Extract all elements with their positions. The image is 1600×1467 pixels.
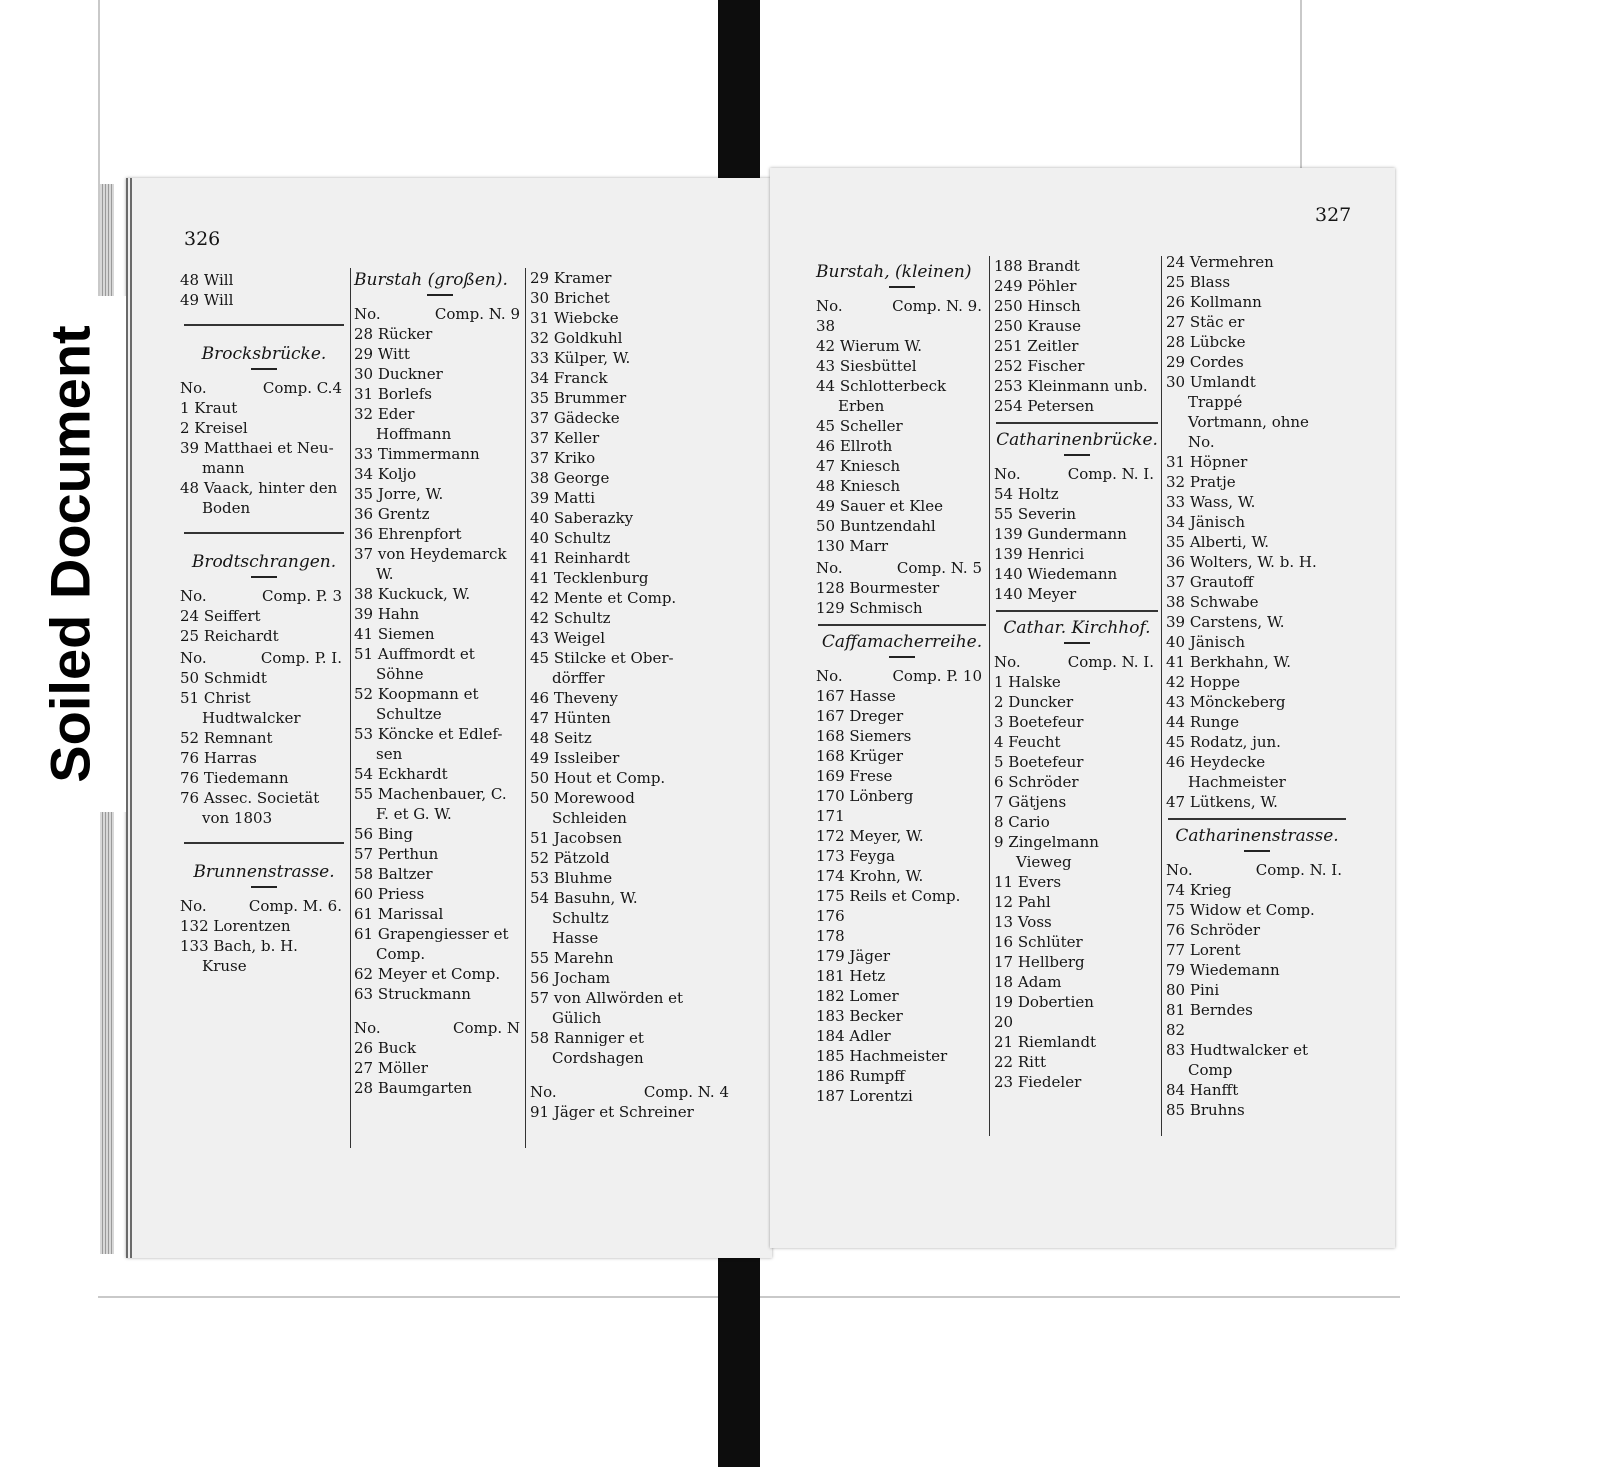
list-item: 42 Hoppe — [1166, 673, 1241, 691]
comp-line — [180, 586, 348, 606]
list-item: 56 Bing — [354, 825, 413, 843]
list-item: 184 Adler — [816, 1027, 891, 1045]
list-item: 50 Morewood — [530, 789, 635, 807]
list-item: 79 Wiedemann — [1166, 961, 1280, 979]
section-brunnenstrasse — [180, 862, 348, 976]
list-item: 33 Timmermann — [354, 445, 480, 463]
list-item: 58 Baltzer — [354, 865, 433, 883]
list-item: Schultz — [552, 909, 609, 927]
top-entries — [180, 270, 348, 310]
list-item: 50 Hout et Comp. — [530, 769, 666, 787]
comp-label: Comp. C.4 — [262, 379, 342, 397]
street-heading: Catharinenbrücke. — [996, 430, 1158, 450]
entry-list — [994, 484, 1160, 604]
list-item: 40 Schultz — [530, 529, 611, 547]
column-divider — [1161, 256, 1162, 1136]
list-item: 58 Ranniger et — [530, 1029, 644, 1047]
list-item: 37 Kriko — [530, 449, 596, 467]
section-brocksbruecke — [180, 344, 348, 518]
comp-line — [180, 896, 348, 916]
comp-line: No. Comp. N. I. — [994, 653, 1154, 671]
list-item: Boden — [202, 499, 251, 517]
list-item: 1 Halske — [994, 673, 1061, 691]
list-item: 252 Fischer — [994, 357, 1085, 375]
column-divider — [989, 256, 990, 1136]
right-col-3 — [1166, 252, 1348, 1120]
list-item: 63 Struckmann — [354, 985, 471, 1003]
heading-dash — [1064, 454, 1090, 456]
entry-list — [1166, 880, 1348, 1120]
spine-bottom-band — [718, 1248, 760, 1467]
entry-list — [530, 268, 735, 1068]
list-item: 36 Wolters, W. b. H. — [1166, 553, 1317, 571]
list-item: 21 Riemlandt — [994, 1033, 1097, 1051]
list-item: 37 Keller — [530, 429, 600, 447]
rule — [1168, 818, 1346, 820]
section-brodtschrangen — [180, 552, 348, 828]
street-heading: Brodtschrangen. — [191, 552, 337, 572]
list-item: 55 Marehn — [530, 949, 614, 967]
street-heading: Brunnenstrasse. — [193, 862, 335, 882]
list-item: 7 Gätjens — [994, 793, 1067, 811]
list-item: 57 Perthun — [354, 845, 439, 863]
page-number-left: 326 — [184, 228, 221, 250]
list-item: 40 Saberazky — [530, 509, 634, 527]
list-item: 250 Hinsch — [994, 297, 1081, 315]
list-item: 42 Schultz — [530, 609, 611, 627]
list-item: 249 Pöhler — [994, 277, 1077, 295]
list-item: 25 Blass — [1166, 273, 1231, 291]
list-item: 168 Krüger — [816, 747, 904, 765]
list-item: 56 Jocham — [530, 969, 611, 987]
list-item: 35 Brummer — [530, 389, 627, 407]
list-item: 32 Goldkuhl — [530, 329, 623, 347]
list-item: 30 Duckner — [354, 365, 443, 383]
frame-line-right — [1300, 0, 1302, 170]
list-item: 129 Schmisch — [816, 599, 923, 617]
list-item: 28 Rücker — [354, 325, 433, 343]
list-item: 174 Krohn, W. — [816, 867, 924, 885]
comp-line: No. Comp. N. 4 — [530, 1083, 729, 1101]
list-item: 51 Auffmordt et — [354, 645, 475, 663]
list-item: 42 Mente et Comp. — [530, 589, 677, 607]
list-item: 28 Lübcke — [1166, 333, 1246, 351]
right-page — [770, 168, 1395, 1248]
list-item: 29 Cordes — [1166, 353, 1244, 371]
list-item: No. — [1188, 433, 1215, 451]
list-item: 50 Buntzendahl — [816, 517, 936, 535]
list-item: 53 Köncke et Edlef- — [354, 725, 503, 743]
list-item: 39 Matti — [530, 489, 596, 507]
list-item: 47 Kniesch — [816, 457, 901, 475]
list-item: 52 Pätzold — [530, 849, 610, 867]
list-item: 49 Will — [180, 291, 234, 309]
list-item: Kruse — [202, 957, 247, 975]
street-heading: Burstah, (kleinen) — [816, 262, 972, 282]
list-item: 34 Franck — [530, 369, 608, 387]
list-item: 41 Berkhahn, W. — [1166, 653, 1292, 671]
list-item: 30 Umlandt — [1166, 373, 1256, 391]
list-item: 38 Schwabe — [1166, 593, 1259, 611]
entry-list — [354, 1038, 526, 1098]
entry-list — [180, 398, 348, 518]
list-item: 51 Jacobsen — [530, 829, 623, 847]
heading-dash — [251, 886, 277, 888]
rule — [184, 532, 344, 534]
list-item: 45 Stilcke et Ober- — [530, 649, 674, 667]
comp-line: No. Comp. N. I. — [994, 465, 1154, 483]
gap — [354, 1004, 526, 1016]
street-heading: Caffamacherreihe. — [821, 632, 983, 652]
list-item: 34 Jänisch — [1166, 513, 1246, 531]
list-item: 84 Hanfft — [1166, 1081, 1239, 1099]
list-item: 81 Berndes — [1166, 1001, 1253, 1019]
comp-line — [180, 378, 348, 398]
list-item: W. — [376, 565, 394, 583]
list-item: 183 Becker — [816, 1007, 903, 1025]
list-item: 2 Kreisel — [180, 419, 248, 437]
list-item: 26 Kollmann — [1166, 293, 1262, 311]
soiled-document-label — [14, 296, 126, 812]
right-col-2 — [994, 256, 1160, 1092]
list-item: 17 Hellberg — [994, 953, 1085, 971]
gap — [530, 1068, 735, 1080]
list-item: 27 Stäc er — [1166, 313, 1245, 331]
list-item: 36 Grentz — [354, 505, 430, 523]
list-item: Hasse — [552, 929, 599, 947]
list-item: 167 Dreger — [816, 707, 904, 725]
soiled-document-text: Soiled Document — [38, 325, 102, 783]
entry-list — [816, 686, 988, 1106]
street-heading: Burstah (großen). — [354, 270, 508, 290]
entry-list — [994, 672, 1160, 1092]
list-item: 170 Lönberg — [816, 787, 914, 805]
list-item: 48 Vaack, hinter den — [180, 479, 338, 497]
list-item: 29 Witt — [354, 345, 410, 363]
comp-line: No. Comp. P. 10 — [816, 667, 982, 685]
list-item: 32 Pratje — [1166, 473, 1236, 491]
list-item: 57 von Allwörden et — [530, 989, 684, 1007]
rule — [184, 324, 344, 326]
list-item: Erben — [838, 397, 885, 415]
entry-list — [816, 578, 988, 618]
list-item: 45 Rodatz, jun. — [1166, 733, 1281, 751]
list-item: 54 Eckhardt — [354, 765, 448, 783]
spine-top-band — [718, 0, 760, 185]
comp-no: No. — [180, 379, 207, 397]
list-item: 49 Issleiber — [530, 749, 620, 767]
column-divider — [350, 268, 351, 1148]
list-item: 45 Scheller — [816, 417, 903, 435]
list-item: 251 Zeitler — [994, 337, 1079, 355]
list-item: 31 Höpner — [1166, 453, 1248, 471]
rule — [184, 842, 344, 844]
list-item: Vieweg — [1016, 853, 1072, 871]
list-item: 35 Jorre, W. — [354, 485, 444, 503]
list-item: 61 Grapengiesser et — [354, 925, 509, 943]
comp-line: No. Comp. N. 5 — [816, 559, 982, 577]
entry-list — [354, 324, 526, 1004]
list-item: 168 Siemers — [816, 727, 912, 745]
list-item: 76 Tiedemann — [180, 769, 289, 787]
list-item: 51 Christ — [180, 689, 251, 707]
page-number-right: 327 — [1315, 204, 1352, 226]
list-item: 27 Möller — [354, 1059, 428, 1077]
entry-list — [1166, 252, 1348, 812]
list-item: 60 Priess — [354, 885, 425, 903]
list-item: 43 Mönckeberg — [1166, 693, 1286, 711]
list-item: 76 Schröder — [1166, 921, 1261, 939]
list-item: 42 Wierum W. — [816, 337, 923, 355]
list-item: 175 Reils et Comp. — [816, 887, 961, 905]
list-item: 188 Brandt — [994, 257, 1080, 275]
list-item: 38 George — [530, 469, 610, 487]
list-item: 48 Seitz — [530, 729, 592, 747]
entry-list — [530, 1102, 735, 1122]
comp-label: Comp. P. 3 — [261, 587, 342, 605]
list-item: 83 Hudtwalcker et — [1166, 1041, 1309, 1059]
list-item: 52 Remnant — [180, 729, 273, 747]
heading-dash — [1064, 642, 1090, 644]
list-item: 44 Schlotterbeck — [816, 377, 947, 395]
list-item: dörffer — [552, 669, 605, 687]
list-item: 253 Kleinmann unb. — [994, 377, 1148, 395]
list-item: Schultze — [376, 705, 442, 723]
list-item: 8 Cario — [994, 813, 1050, 831]
street-heading: Cathar. Kirchhof. — [1003, 618, 1151, 638]
list-item: 32 Eder — [354, 405, 415, 423]
list-item: Schleiden — [552, 809, 627, 827]
list-item: 172 Meyer, W. — [816, 827, 924, 845]
list-item: 76 Assec. Societät — [180, 789, 320, 807]
list-item: 9 Zingelmann — [994, 833, 1099, 851]
list-item: 181 Hetz — [816, 967, 886, 985]
list-item: 76 Harras — [180, 749, 257, 767]
list-item: 80 Pini — [1166, 981, 1220, 999]
list-item: 40 Jänisch — [1166, 633, 1246, 651]
list-item: Hoffmann — [376, 425, 452, 443]
list-item: 16 Schlüter — [994, 933, 1083, 951]
list-item: 167 Hasse — [816, 687, 896, 705]
list-item: 24 Vermehren — [1166, 253, 1274, 271]
list-item: 35 Alberti, W. — [1166, 533, 1270, 551]
comp-line: No. Comp. N. 9 — [354, 305, 520, 323]
list-item: von 1803 — [202, 809, 273, 827]
list-item: Trappé — [1188, 393, 1243, 411]
list-item: 36 Ehrenpfort — [354, 525, 462, 543]
list-item: 37 Gädecke — [530, 409, 620, 427]
comp-no: No. — [180, 587, 207, 605]
list-item: 37 Grautoff — [1166, 573, 1254, 591]
rule — [996, 610, 1158, 612]
list-item: 185 Hachmeister — [816, 1047, 948, 1065]
list-item: 31 Wiebcke — [530, 309, 619, 327]
list-item: 47 Hünten — [530, 709, 611, 727]
list-item: 43 Siesbüttel — [816, 357, 917, 375]
list-item: 176 — [816, 907, 845, 925]
list-item: sen — [376, 745, 403, 763]
list-item: 19 Dobertien — [994, 993, 1094, 1011]
list-item: 187 Lorentzi — [816, 1087, 913, 1105]
list-item: 254 Petersen — [994, 397, 1095, 415]
list-item: 44 Runge — [1166, 713, 1239, 731]
left-col-3 — [530, 268, 735, 1122]
list-item: 24 Seiffert — [180, 607, 261, 625]
list-item: 171 — [816, 807, 845, 825]
list-item: 20 — [994, 1013, 1014, 1031]
list-item: 30 Brichet — [530, 289, 610, 307]
list-item: 6 Schröder — [994, 773, 1079, 791]
list-item: 53 Bluhme — [530, 869, 613, 887]
list-item: 12 Pahl — [994, 893, 1051, 911]
entry-list — [180, 606, 348, 646]
list-item: 29 Kramer — [530, 269, 612, 287]
comp-label: Comp. M. 6. — [248, 897, 342, 915]
list-item: 169 Frese — [816, 767, 893, 785]
list-item: 133 Bach, b. H. — [180, 937, 298, 955]
comp-no: No. — [180, 897, 207, 915]
list-item: 22 Ritt — [994, 1053, 1047, 1071]
list-item: 54 Holtz — [994, 485, 1059, 503]
entry-list — [180, 668, 348, 828]
list-item: Cordshagen — [552, 1049, 644, 1067]
list-item: 41 Tecklenburg — [530, 569, 649, 587]
list-item: 26 Buck — [354, 1039, 417, 1057]
list-item: Comp — [1188, 1061, 1233, 1079]
list-item: 43 Weigel — [530, 629, 605, 647]
list-item: Vortmann, ohne — [1188, 413, 1309, 431]
list-item: 140 Wiedemann — [994, 565, 1118, 583]
comp-no: No. — [180, 649, 207, 667]
list-item: mann — [202, 459, 245, 477]
list-item: 48 Kniesch — [816, 477, 901, 495]
left-col-1 — [180, 270, 348, 976]
rule — [818, 624, 986, 626]
list-item: 5 Boetefeur — [994, 753, 1084, 771]
comp-line: No. Comp. N. I. — [1166, 861, 1342, 879]
heading-dash — [889, 286, 915, 288]
list-item: 13 Voss — [994, 913, 1052, 931]
comp-line: No. Comp. N. 9. — [816, 297, 982, 315]
list-item: 132 Lorentzen — [180, 917, 291, 935]
street-heading: Brocksbrücke. — [201, 344, 327, 364]
list-item: 46 Ellroth — [816, 437, 893, 455]
heading-dash — [889, 656, 915, 658]
comp-line: No. Comp. N — [354, 1019, 520, 1037]
list-item: Hudtwalcker — [202, 709, 301, 727]
list-item: 173 Feyga — [816, 847, 895, 865]
list-item: 39 Matthaei et Neu- — [180, 439, 334, 457]
list-item: 54 Basuhn, W. — [530, 889, 638, 907]
heading-dash — [427, 294, 453, 296]
comp-line — [180, 648, 348, 668]
heading-dash — [251, 368, 277, 370]
list-item: 55 Machenbauer, C. — [354, 785, 507, 803]
list-item: 3 Boetefeur — [994, 713, 1084, 731]
list-item: Gülich — [552, 1009, 602, 1027]
list-item: 47 Lütkens, W. — [1166, 793, 1278, 811]
list-item: 11 Evers — [994, 873, 1062, 891]
list-item: 39 Hahn — [354, 605, 420, 623]
list-item: 50 Schmidt — [180, 669, 267, 687]
list-item: 55 Severin — [994, 505, 1076, 523]
list-item: 52 Koopmann et — [354, 685, 479, 703]
list-item: 41 Siemen — [354, 625, 435, 643]
list-item: 77 Lorent — [1166, 941, 1241, 959]
list-item: 62 Meyer et Comp. — [354, 965, 501, 983]
list-item: 25 Reichardt — [180, 627, 279, 645]
list-item: 2 Duncker — [994, 693, 1074, 711]
list-item: 139 Gundermann — [994, 525, 1127, 543]
list-item: 38 — [816, 317, 836, 335]
list-item: 140 Meyer — [994, 585, 1077, 603]
list-item: 39 Carstens, W. — [1166, 613, 1285, 631]
list-item: 178 — [816, 927, 845, 945]
list-item: 128 Bourmester — [816, 579, 940, 597]
entry-list — [180, 916, 348, 976]
list-item: 75 Widow et Comp. — [1166, 901, 1315, 919]
list-item: Comp. — [376, 945, 426, 963]
list-item: 130 Marr — [816, 537, 889, 555]
list-item: 85 Bruhns — [1166, 1101, 1245, 1119]
list-item: 41 Reinhardt — [530, 549, 630, 567]
left-page — [126, 178, 772, 1258]
list-item: 49 Sauer et Klee — [816, 497, 943, 515]
list-item: F. et G. W. — [376, 805, 452, 823]
list-item: 18 Adam — [994, 973, 1062, 991]
list-item: 38 Kuckuck, W. — [354, 585, 471, 603]
street-heading: Catharinenstrasse. — [1175, 826, 1339, 846]
list-item: 250 Krause — [994, 317, 1081, 335]
heading-dash — [1244, 850, 1270, 852]
list-item: 23 Fiedeler — [994, 1073, 1082, 1091]
heading-dash — [251, 576, 277, 578]
list-item: 33 Wass, W. — [1166, 493, 1256, 511]
list-item: Hachmeister — [1188, 773, 1286, 791]
column-divider — [525, 268, 526, 1148]
list-item: 1 Kraut — [180, 399, 238, 417]
list-item: 91 Jäger et Schreiner — [530, 1103, 694, 1121]
list-item: 61 Marissal — [354, 905, 444, 923]
rule — [996, 422, 1158, 424]
entry-list — [816, 316, 988, 556]
list-item: 34 Koljo — [354, 465, 417, 483]
comp-label: Comp. P. I. — [260, 649, 342, 667]
list-item: 48 Will — [180, 271, 234, 289]
list-item: 37 von Heydemarck — [354, 545, 507, 563]
list-item: 179 Jäger — [816, 947, 891, 965]
list-item: 182 Lomer — [816, 987, 899, 1005]
list-item: 46 Theveny — [530, 689, 618, 707]
open-book — [100, 168, 1410, 1268]
left-col-2 — [354, 264, 526, 1098]
list-item: 4 Feucht — [994, 733, 1061, 751]
list-item: 186 Rumpff — [816, 1067, 905, 1085]
list-item: 33 Külper, W. — [530, 349, 631, 367]
list-item: 31 Borlefs — [354, 385, 433, 403]
right-col-1 — [816, 256, 988, 1106]
list-item: Söhne — [376, 665, 424, 683]
list-item: 28 Baumgarten — [354, 1079, 472, 1097]
entry-list — [994, 256, 1160, 416]
list-item: 74 Krieg — [1166, 881, 1232, 899]
list-item: 46 Heydecke — [1166, 753, 1266, 771]
list-item: 139 Henrici — [994, 545, 1085, 563]
list-item: 82 — [1166, 1021, 1186, 1039]
